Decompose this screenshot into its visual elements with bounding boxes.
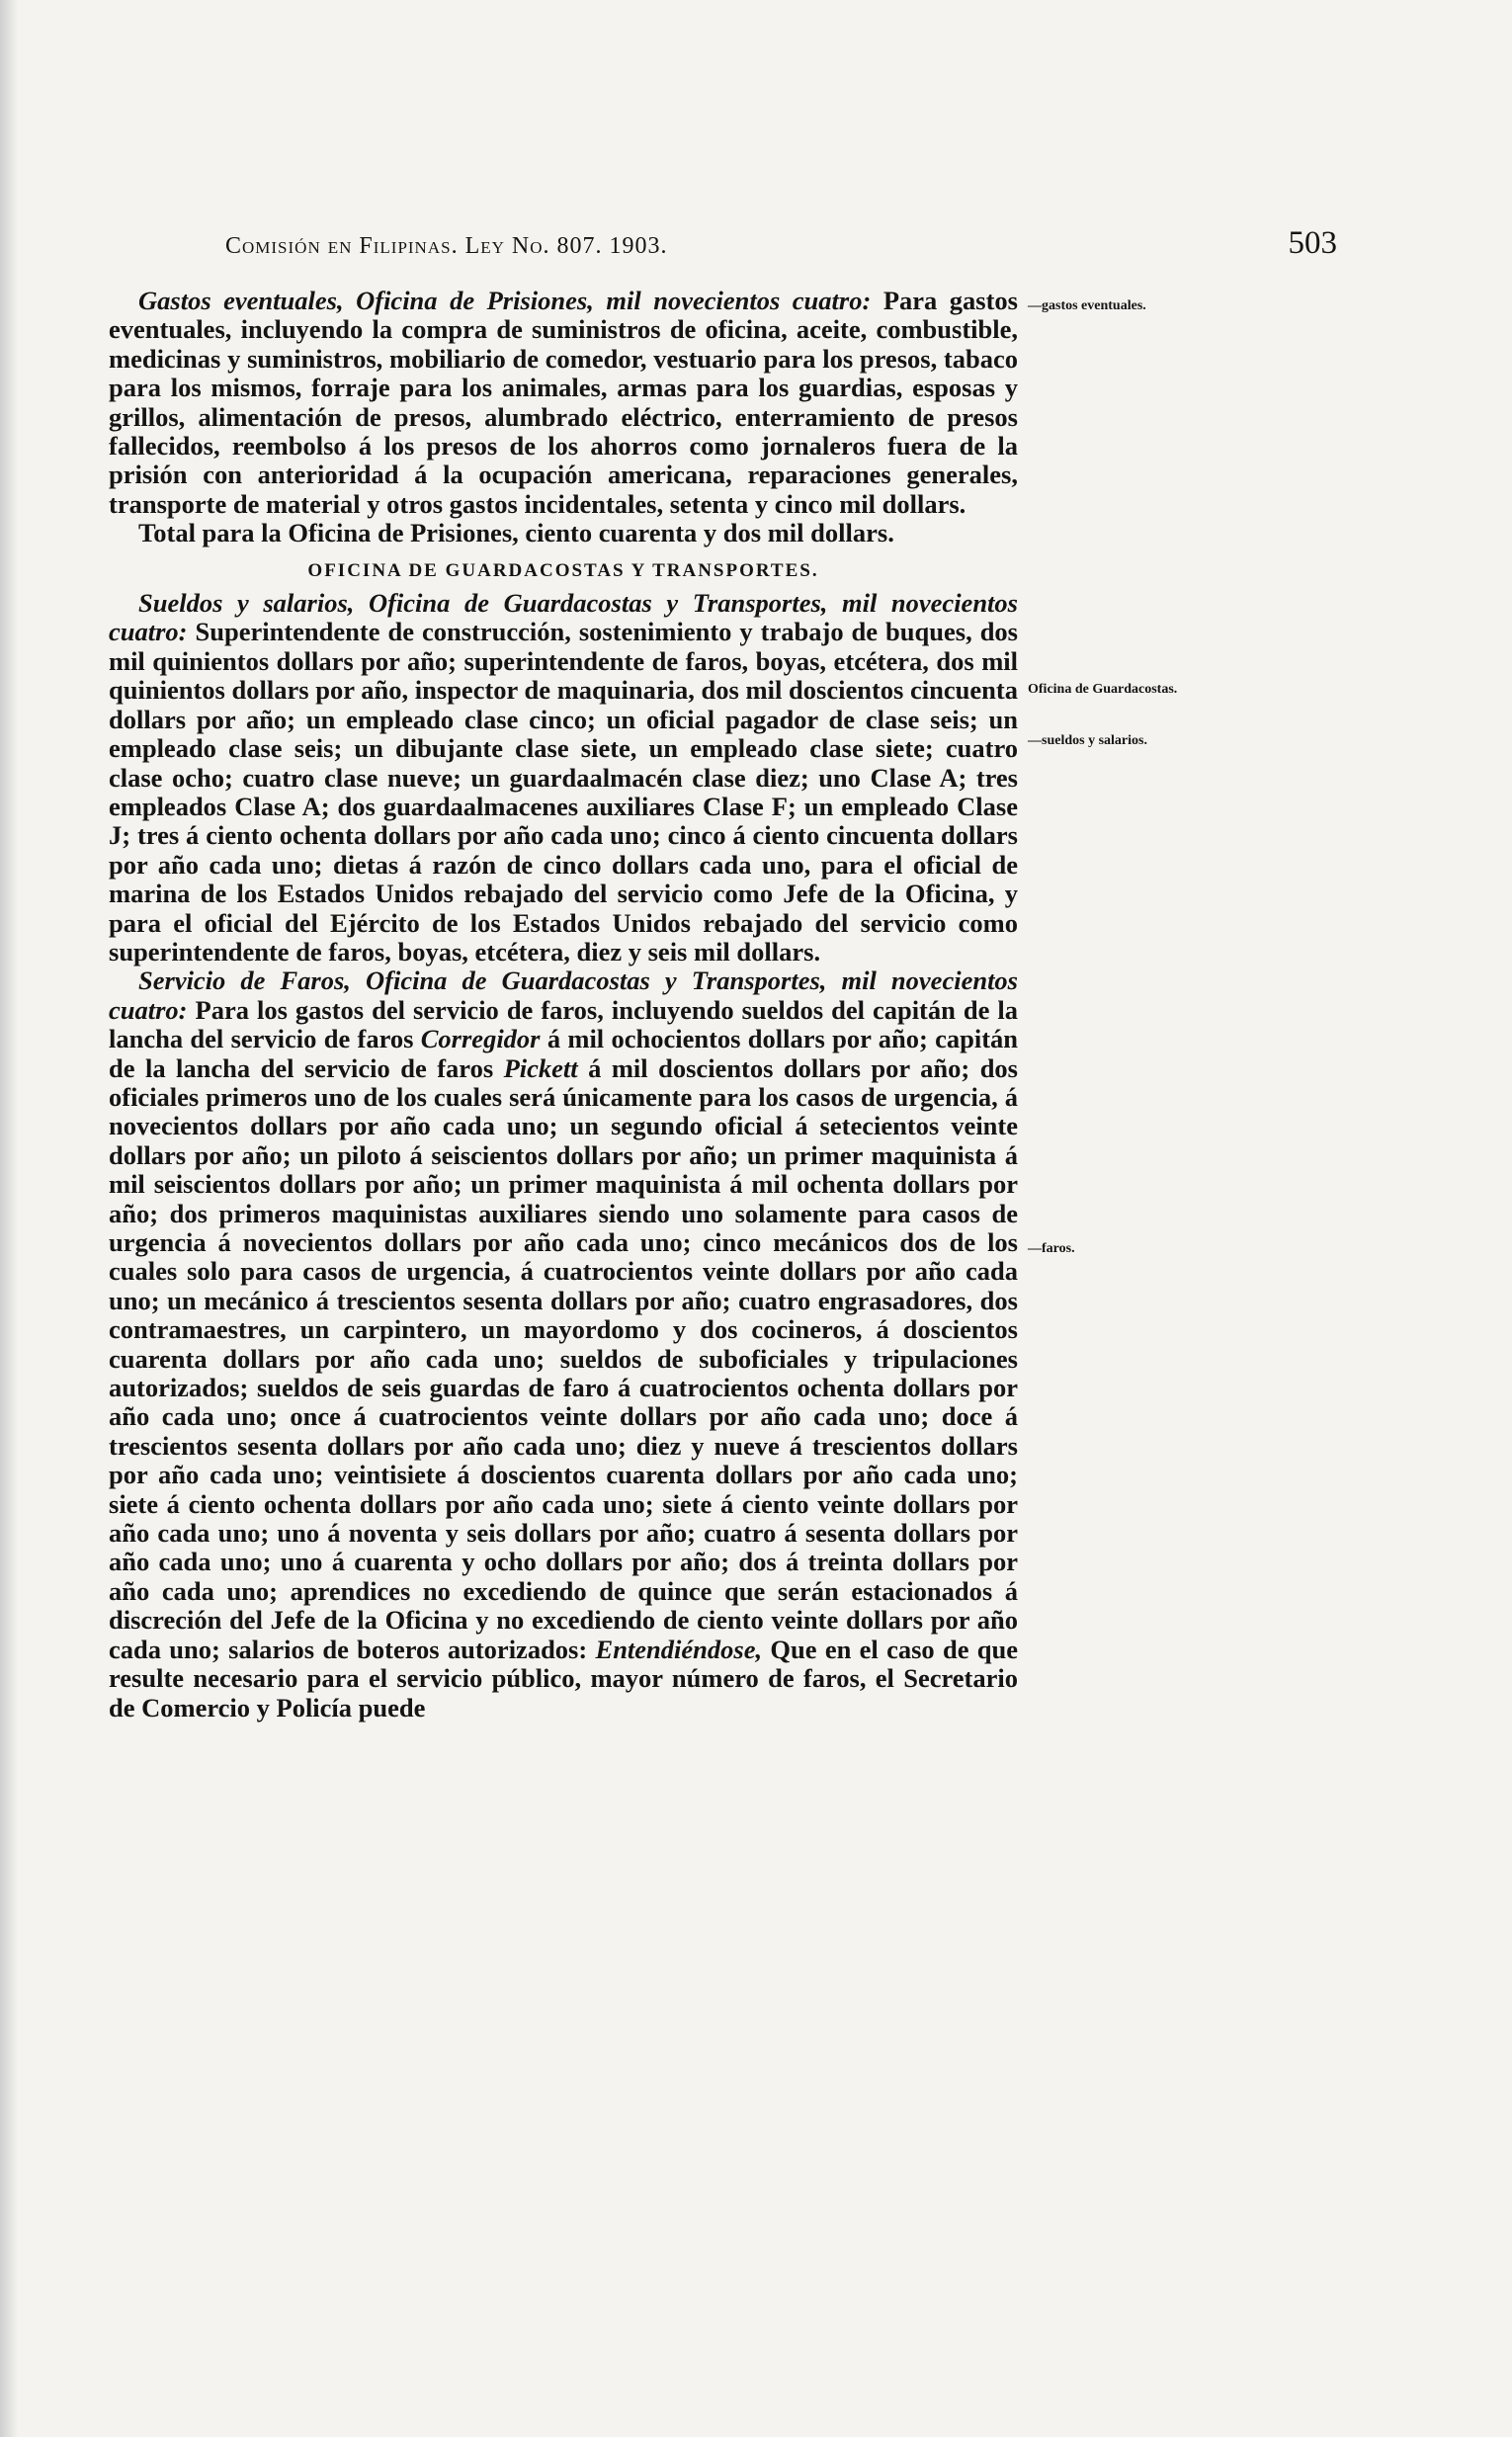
paragraph-text: Para los gastos del servicio de faros, incluyendo sueldos del capitán de la lancha del servicio de faros: [109, 994, 1019, 1054]
section-heading-guardacostas: OFICINA DE GUARDACOSTAS Y TRANSPORTES.: [307, 559, 819, 581]
paragraph-text: Que en el caso de que resulte necesario para el servicio público, mayor número de faros, el Secretario de Comercio y Policía puede: [109, 1634, 1019, 1723]
proviso-word: Entendiéndose,: [595, 1634, 763, 1664]
margin-note-gastos: —gastos eventuales.: [1028, 298, 1146, 313]
margin-note-oficina: Oficina de Guardacostas.: [1028, 682, 1178, 697]
paragraph-gastos: [109, 287, 1018, 519]
section-lead-faros: Servicio de Faros, Oficina de Guardacostas y Transportes, mil novecientos cuatro:: [109, 966, 1018, 1025]
paragraph-total: Total para la Oficina de Prisiones, ciento cuarenta y dos mil dollars.: [138, 518, 894, 548]
ship-name: Pickett: [503, 1052, 578, 1083]
section-lead-gastos: Gastos eventuales, Oficina de Prisiones, mil novecientos cuatro:: [138, 286, 872, 315]
paragraph-faros: [109, 966, 1018, 1723]
body-text: [109, 287, 1018, 1723]
paragraph-text: á mil ochocientos dollars por año; capitán de la lancha del servicio de faros: [109, 1024, 1019, 1083]
paragraph-text: Superintendente de construcción, sostenimiento y trabajo de buques, dos mil quinientos dollars por año; superintendente de faros, boyas, etcétera, dos mil quinientos dollars por año, inspector de maquinaria, dos mil doscientos cincuenta dollars por año; un empleado clase cinco; un oficial pagador de clase seis; un empleado clase seis; un dibujante clase siete, un empleado clase siete; cuatro clase ocho; cuatro clase nueve; un guardaalmacén clase diez; uno Clase A; tres empleados Clase A; dos guardaalmacenes auxiliares Clase F; un empleado Clase J; tres á ciento ochenta dollars por año cada uno; cinco á ciento cincuenta dollars por año cada uno; dietas á razón de cinco dollars cada uno, para el oficial de marina de los Estados Unidos rebajado del servicio como Jefe de la Oficina, y para el oficial del Ejército de los Estados Unidos rebajado del servicio como superintendente de faros, boyas, etcétera, diez y seis mil dollars.: [109, 617, 1018, 966]
page-number: 503: [1288, 225, 1337, 261]
scan-edge-shadow: [0, 0, 18, 2437]
margin-note-sueldos: —sueldos y salarios.: [1028, 733, 1147, 748]
margin-note-faros: —faros.: [1028, 1241, 1075, 1256]
paragraph-sueldos: [109, 589, 1018, 966]
ship-name: Corregidor: [420, 1024, 541, 1054]
paragraph-text: á mil doscientos dollars por año; dos oficiales primeros uno de los cuales será únicamente para los casos de urgencia, á novecientos dollars por año cada uno; un segundo oficial á setecientos veinte dollars por año; un piloto á seiscientos dollars por año; un primer maquinista á mil seiscientos dollars por año; un primer maquinista á mil ochenta dollars por año; dos primeros maquinistas auxiliares siendo uno solamente para casos de urgencia á novecientos dollars por año cada uno; cinco mecánicos dos de los cuales solo para casos de urgencia, á cuatrocientos veinte dollars por año cada uno; un mecánico á trescientos sesenta dollars por año; cuatro engrasadores, dos contramaestres, un carpintero, un mayordomo y dos cocineros, á doscientos cuarenta dollars por año cada uno; sueldos de suboficiales y tripulaciones autorizados; sueldos de seis guardas de faro á cuatrocientos ochenta dollars por año cada uno; once á cuatrocientos veinte dollars por año cada uno; doce á trescientos sesenta dollars por año cada uno; diez y nueve á trescientos dollars por año cada uno; veintisiete á doscientos cuarenta dollars por año cada uno; siete á ciento ochenta dollars por año cada uno; siete á ciento veinte dollars por año cada uno; uno á noventa y seis dollars por año; cuatro á sesenta dollars por año cada uno; uno á cuarenta y ocho dollars por año; dos á treinta dollars por año cada uno; aprendices no excediendo de quince que serán estacionados á discreción del Jefe de la Oficina y no excediendo de ciento veinte dollars por año cada uno; salarios de boteros autorizados:: [109, 1052, 1018, 1664]
running-head: Comisión en Filipinas. Ley No. 807. 1903.: [225, 233, 668, 259]
section-lead-sueldos: Sueldos y salarios, Oficina de Guardacostas y Transportes, mil novecientos cuatro:: [109, 588, 1018, 647]
page-header: [225, 225, 1337, 262]
paragraph-text: Para gastos eventuales, incluyendo la compra de suministros de oficina, aceite, combustible, medicinas y suministros, mobiliario de comedor, vestuario para los presos, tabaco para los mismos, forraje para los animales, armas para los guardias, esposas y grillos, alimentación de presos, alumbrado eléctrico, enterramiento de presos fallecidos, reembolso á los presos de los ahorros como jornaleros fuera de la prisión con anterioridad á la ocupación americana, reparaciones generales, transporte de material y otros gastos incidentales, setenta y cinco mil dollars.: [109, 286, 1019, 519]
